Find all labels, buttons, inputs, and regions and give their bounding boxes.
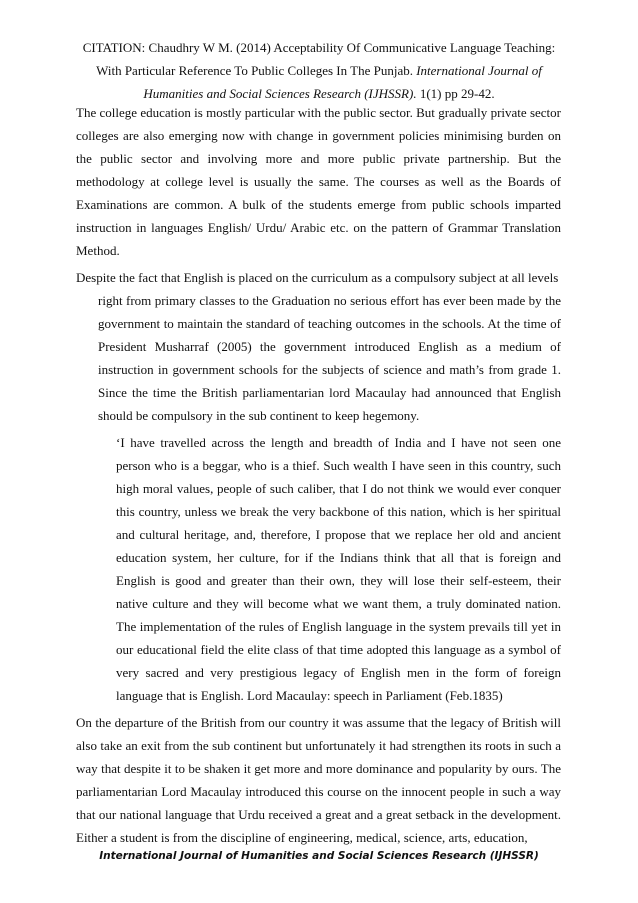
paragraph-english-curriculum-rest: right from primary classes to the Graduation no serious effort has ever been made by the government to maintain the standard of teaching outcomes in the schools. At the time of President Musharraf (2005) the government introduced English as a medium of instruction in government schools for the subjects of science and math’s from grade 1. Since the time the British parliamentarian lord Macaulay had announced that English should be compulsory in the sub continent to keep hegemony.	[98, 293, 561, 423]
citation-volume-pages: 1(1) pp 29-42.	[416, 86, 495, 101]
citation-line-1: CITATION: Chaudhry W M. (2014) Acceptability Of Communicative Language Teaching:	[82, 40, 556, 55]
macaulay-quote: ‘I have travelled across the length and breadth of India and I have not seen one person who is a beggar, who is a thief. Such wealth I have seen in this country, such high moral values, people of such caliber, that I do not think we would ever conquer this country, unless we break the very backbone of this nation, which is her spiritual and cultural heritage, and, therefore, I propose that we replace her old and ancient education system, her culture, for if the Indians think that all that is foreign and English is good and greater than their own, they will lose their self-esteem, their native culture and they will become what we want them, a truly dominated nation. The implementation of the rules of English language in the system prevails till yet in our educational field the elite class of that time adopted this language as a symbol of very sacred and very prestigious legacy of English men in the form of foreign language that is English. Lord Macaulay: speech in Parliament (Feb.1835)	[116, 435, 561, 703]
citation-line-2-plain: With Particular Reference To Public Colleges In The Punjab.	[96, 63, 417, 78]
citation-line-2	[68, 59, 570, 82]
body-text	[76, 101, 561, 849]
citation-journal-name: Humanities and Social Sciences Research (IJHSSR).	[143, 86, 417, 101]
paragraph-college-education: The college education is mostly particular with the public sector. But gradually private sector colleges are also emerging now with change in government policies minimising burden on the public sector and involving more and more public private partnership. But the methodology at college level is usually the same. The courses as well as the Boards of Examinations are common. A bulk of the students emerge from public schools imparted instruction in languages English/ Urdu/ Arabic etc. on the pattern of Grammar Translation Method.	[76, 105, 561, 258]
journal-footer: International Journal of Humanities and Social Sciences Research (IJHSSR)	[99, 850, 539, 862]
citation-line-2-italic: International Journal of	[416, 63, 542, 78]
paragraph-english-curriculum-first-line: Despite the fact that English is placed on the curriculum as a compulsory subject at all levels	[76, 270, 559, 285]
paragraph-english-curriculum	[76, 266, 561, 427]
citation-header	[68, 36, 570, 105]
paragraph-british-departure: On the departure of the British from our country it was assume that the legacy of British will also take an exit from the sub continent but unfortunately it had strengthen its roots in such a way that despite it to be shaken it get more and more dominance and popularity by ours. The parliamentarian Lord Macaulay introduced this course on the innocent people in such a way that our national language that Urdu received a great and a great setback in the development. Either a student is from the discipline of engineering, medical, science, arts, education,	[76, 715, 561, 845]
